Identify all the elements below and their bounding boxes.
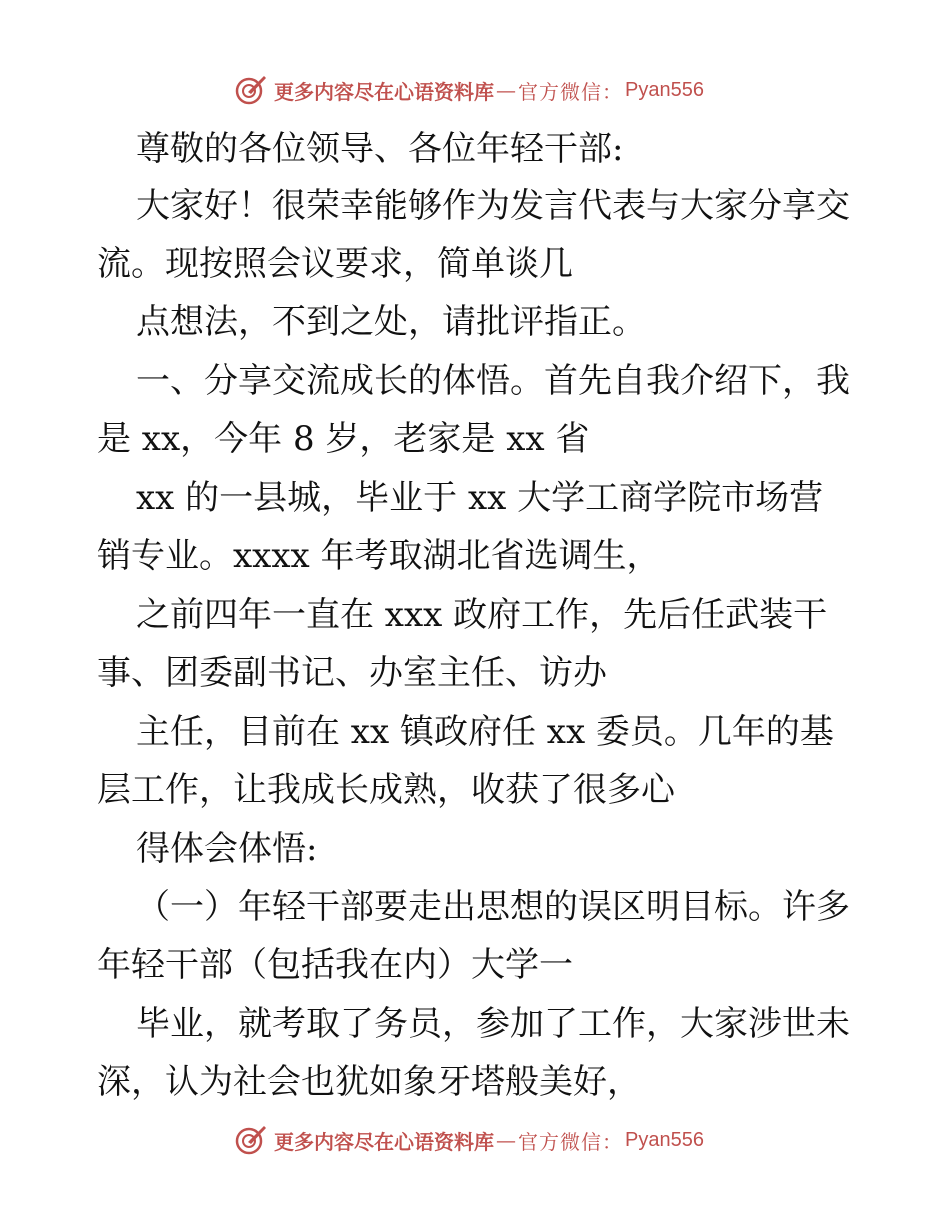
- watermark-official: 官方微信：: [518, 79, 623, 104]
- body-line: 销专业。xxxx 年考取湖北省选调生，: [97, 536, 661, 576]
- body-line: 得体会体悟:: [136, 829, 318, 869]
- body-line: （一）年轻干部要走出思想的误区明目标。许多: [136, 887, 850, 927]
- watermark-dash: —: [496, 78, 516, 102]
- body-line: 点想法，不到之处，请批评指正。: [136, 302, 646, 342]
- quill-logo-icon: [234, 1123, 268, 1157]
- watermark-footer: [234, 1122, 704, 1158]
- body-line: 大家好！很荣幸能够作为发言代表与大家分享交: [136, 186, 850, 226]
- watermark-id: Pyan556: [625, 1128, 704, 1151]
- body-line: 是 xx，今年 8 岁，老家是 xx 省: [97, 419, 590, 459]
- body-line: 流。现按照会议要求，简单谈几: [97, 244, 573, 284]
- quill-logo-icon: [234, 73, 268, 107]
- body-line: xx 的一县城，毕业于 xx 大学工商学院市场营: [136, 478, 824, 518]
- watermark-text: 更多内容尽在心语资料库: [274, 1129, 494, 1154]
- watermark-dash: —: [496, 1128, 516, 1152]
- watermark-id: Pyan556: [625, 78, 704, 101]
- body-line: 一、分享交流成长的体悟。首先自我介绍下，我: [136, 361, 850, 401]
- body-line: 之前四年一直在 xxx 政府工作，先后任武装干: [136, 595, 828, 635]
- watermark-header: [234, 72, 704, 108]
- body-line: 层工作，让我成长成熟，收获了很多心: [97, 770, 675, 810]
- body-line: 年轻干部（包括我在内）大学一: [97, 945, 573, 985]
- body-line: 深，认为社会也犹如象牙塔般美好，: [97, 1062, 641, 1102]
- watermark-official: 官方微信：: [518, 1129, 623, 1154]
- body-line: 毕业，就考取了务员，参加了工作，大家涉世未: [136, 1004, 850, 1044]
- body-line: 尊敬的各位领导、各位年轻干部:: [136, 129, 624, 169]
- body-line: 主任，目前在 xx 镇政府任 xx 委员。几年的基: [136, 712, 834, 752]
- body-line: 事、团委副书记、办室主任、访办: [97, 653, 607, 693]
- watermark-text: 更多内容尽在心语资料库: [274, 79, 494, 104]
